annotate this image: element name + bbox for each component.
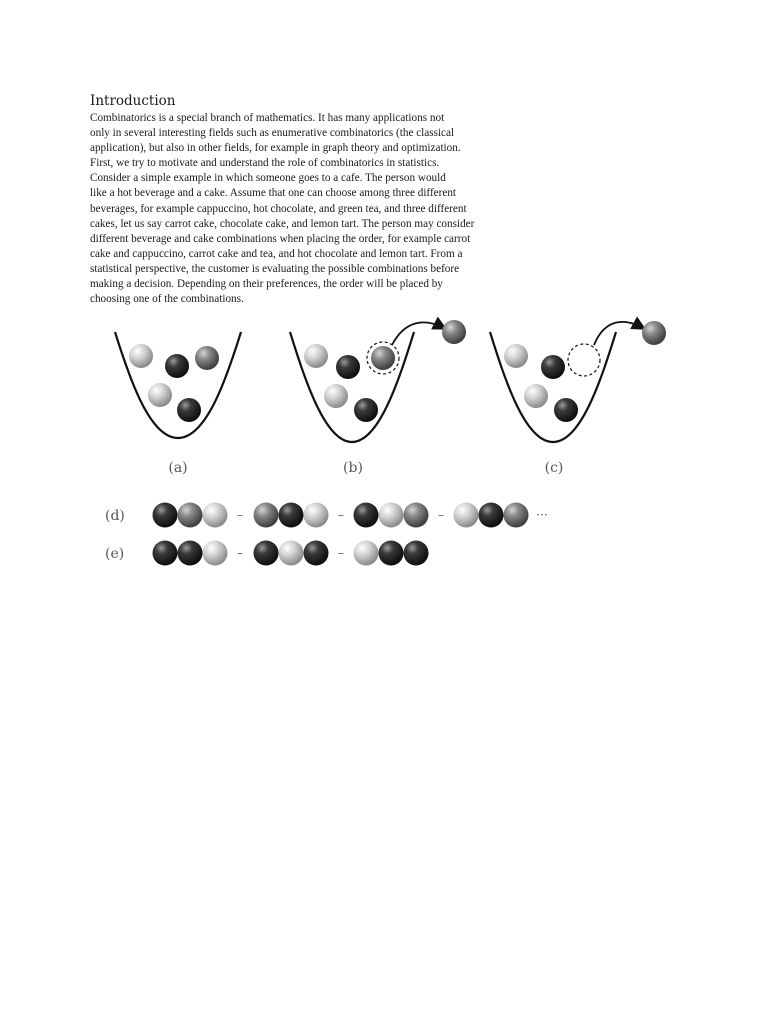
row-d-separator: – <box>338 508 344 522</box>
ball-dark <box>354 398 378 422</box>
paragraph-line: statistical perspective, the customer is evaluating the possible combinations before <box>90 262 460 275</box>
ball-dark <box>354 503 379 528</box>
ball-light <box>203 503 228 528</box>
paragraph-line: different beverage and cake combinations when placing the order, for example carrot <box>90 232 471 245</box>
ball-medium <box>371 346 395 370</box>
ball-light <box>304 344 328 368</box>
ball-dark <box>177 398 201 422</box>
paragraph-line: choosing one of the combinations. <box>90 293 244 306</box>
ball-dark <box>479 503 504 528</box>
panel-c <box>490 321 666 442</box>
paragraph-line: First, we try to motivate and understand the role of combinatorics in statistics. <box>90 157 440 170</box>
panel-a <box>115 332 241 438</box>
arrow-b <box>392 322 444 345</box>
ball-dark <box>254 541 279 566</box>
row-d-separator: – <box>237 508 243 522</box>
panel-label-b: (b) <box>343 460 363 476</box>
ball-light <box>279 541 304 566</box>
row-label-d: (d) <box>105 508 125 524</box>
ball-dark <box>165 354 189 378</box>
paragraph-line: application), but also in other fields, for example in graph theory and optimization. <box>90 142 461 155</box>
paragraph-line: Combinatorics is a special branch of mathematics. It has many applications not <box>90 112 445 124</box>
paragraph-line: only in several interesting fields such as enumerative combinatorics (the classical <box>90 127 455 140</box>
ball-medium <box>404 503 429 528</box>
ball-medium <box>254 503 279 528</box>
panel-label-a: (a) <box>168 460 188 476</box>
ball-dark <box>404 541 429 566</box>
empty-slot <box>568 344 600 376</box>
row-label-e: (e) <box>105 546 125 562</box>
section-heading: Introduction <box>90 93 176 109</box>
ball-dark <box>153 541 178 566</box>
paragraph-line: Consider a simple example in which someone goes to a cafe. The person would <box>90 172 446 185</box>
ball-dark <box>541 355 565 379</box>
ball-dark <box>178 541 203 566</box>
ball-dark <box>554 398 578 422</box>
ball-light <box>148 383 172 407</box>
ball-light <box>304 503 329 528</box>
row-e-separator: – <box>338 546 344 560</box>
paragraph-line: like a hot beverage and a cake. Assume that one can choose among three different <box>90 187 457 200</box>
ball-dark <box>279 503 304 528</box>
ball-light <box>129 344 153 368</box>
ball-light <box>524 384 548 408</box>
arrow-c <box>594 322 643 345</box>
ball-medium <box>442 320 466 344</box>
row-d-ellipsis: ··· <box>536 508 548 522</box>
ball-dark <box>304 541 329 566</box>
row-d-separator: – <box>438 508 444 522</box>
ball-dark <box>336 355 360 379</box>
panel-label-c: (c) <box>544 460 564 476</box>
intro-paragraph <box>90 111 530 307</box>
ball-medium <box>504 503 529 528</box>
ball-light <box>454 503 479 528</box>
ball-medium <box>642 321 666 345</box>
ball-medium <box>178 503 203 528</box>
ball-medium <box>195 346 219 370</box>
ball-light <box>504 344 528 368</box>
ball-dark <box>379 541 404 566</box>
row-e-sequences <box>153 541 429 566</box>
panel-b <box>290 320 466 442</box>
paragraph-line: making a decision. Depending on their preferences, the order will be placed by <box>90 278 443 291</box>
row-e-separator: – <box>237 546 243 560</box>
ball-light <box>203 541 228 566</box>
ball-light <box>379 503 404 528</box>
combinatorics-figure <box>0 310 700 580</box>
paragraph-line: cakes, let us say carrot cake, chocolate cake, and lemon tart. The person may consider <box>90 217 475 230</box>
ball-light <box>324 384 348 408</box>
paragraph-line: cake and cappuccino, carrot cake and tea, and hot chocolate and lemon tart. From a <box>90 247 463 260</box>
paragraph-line: beverages, for example cappuccino, hot chocolate, and green tea, and three different <box>90 202 467 215</box>
ball-light <box>354 541 379 566</box>
ball-dark <box>153 503 178 528</box>
